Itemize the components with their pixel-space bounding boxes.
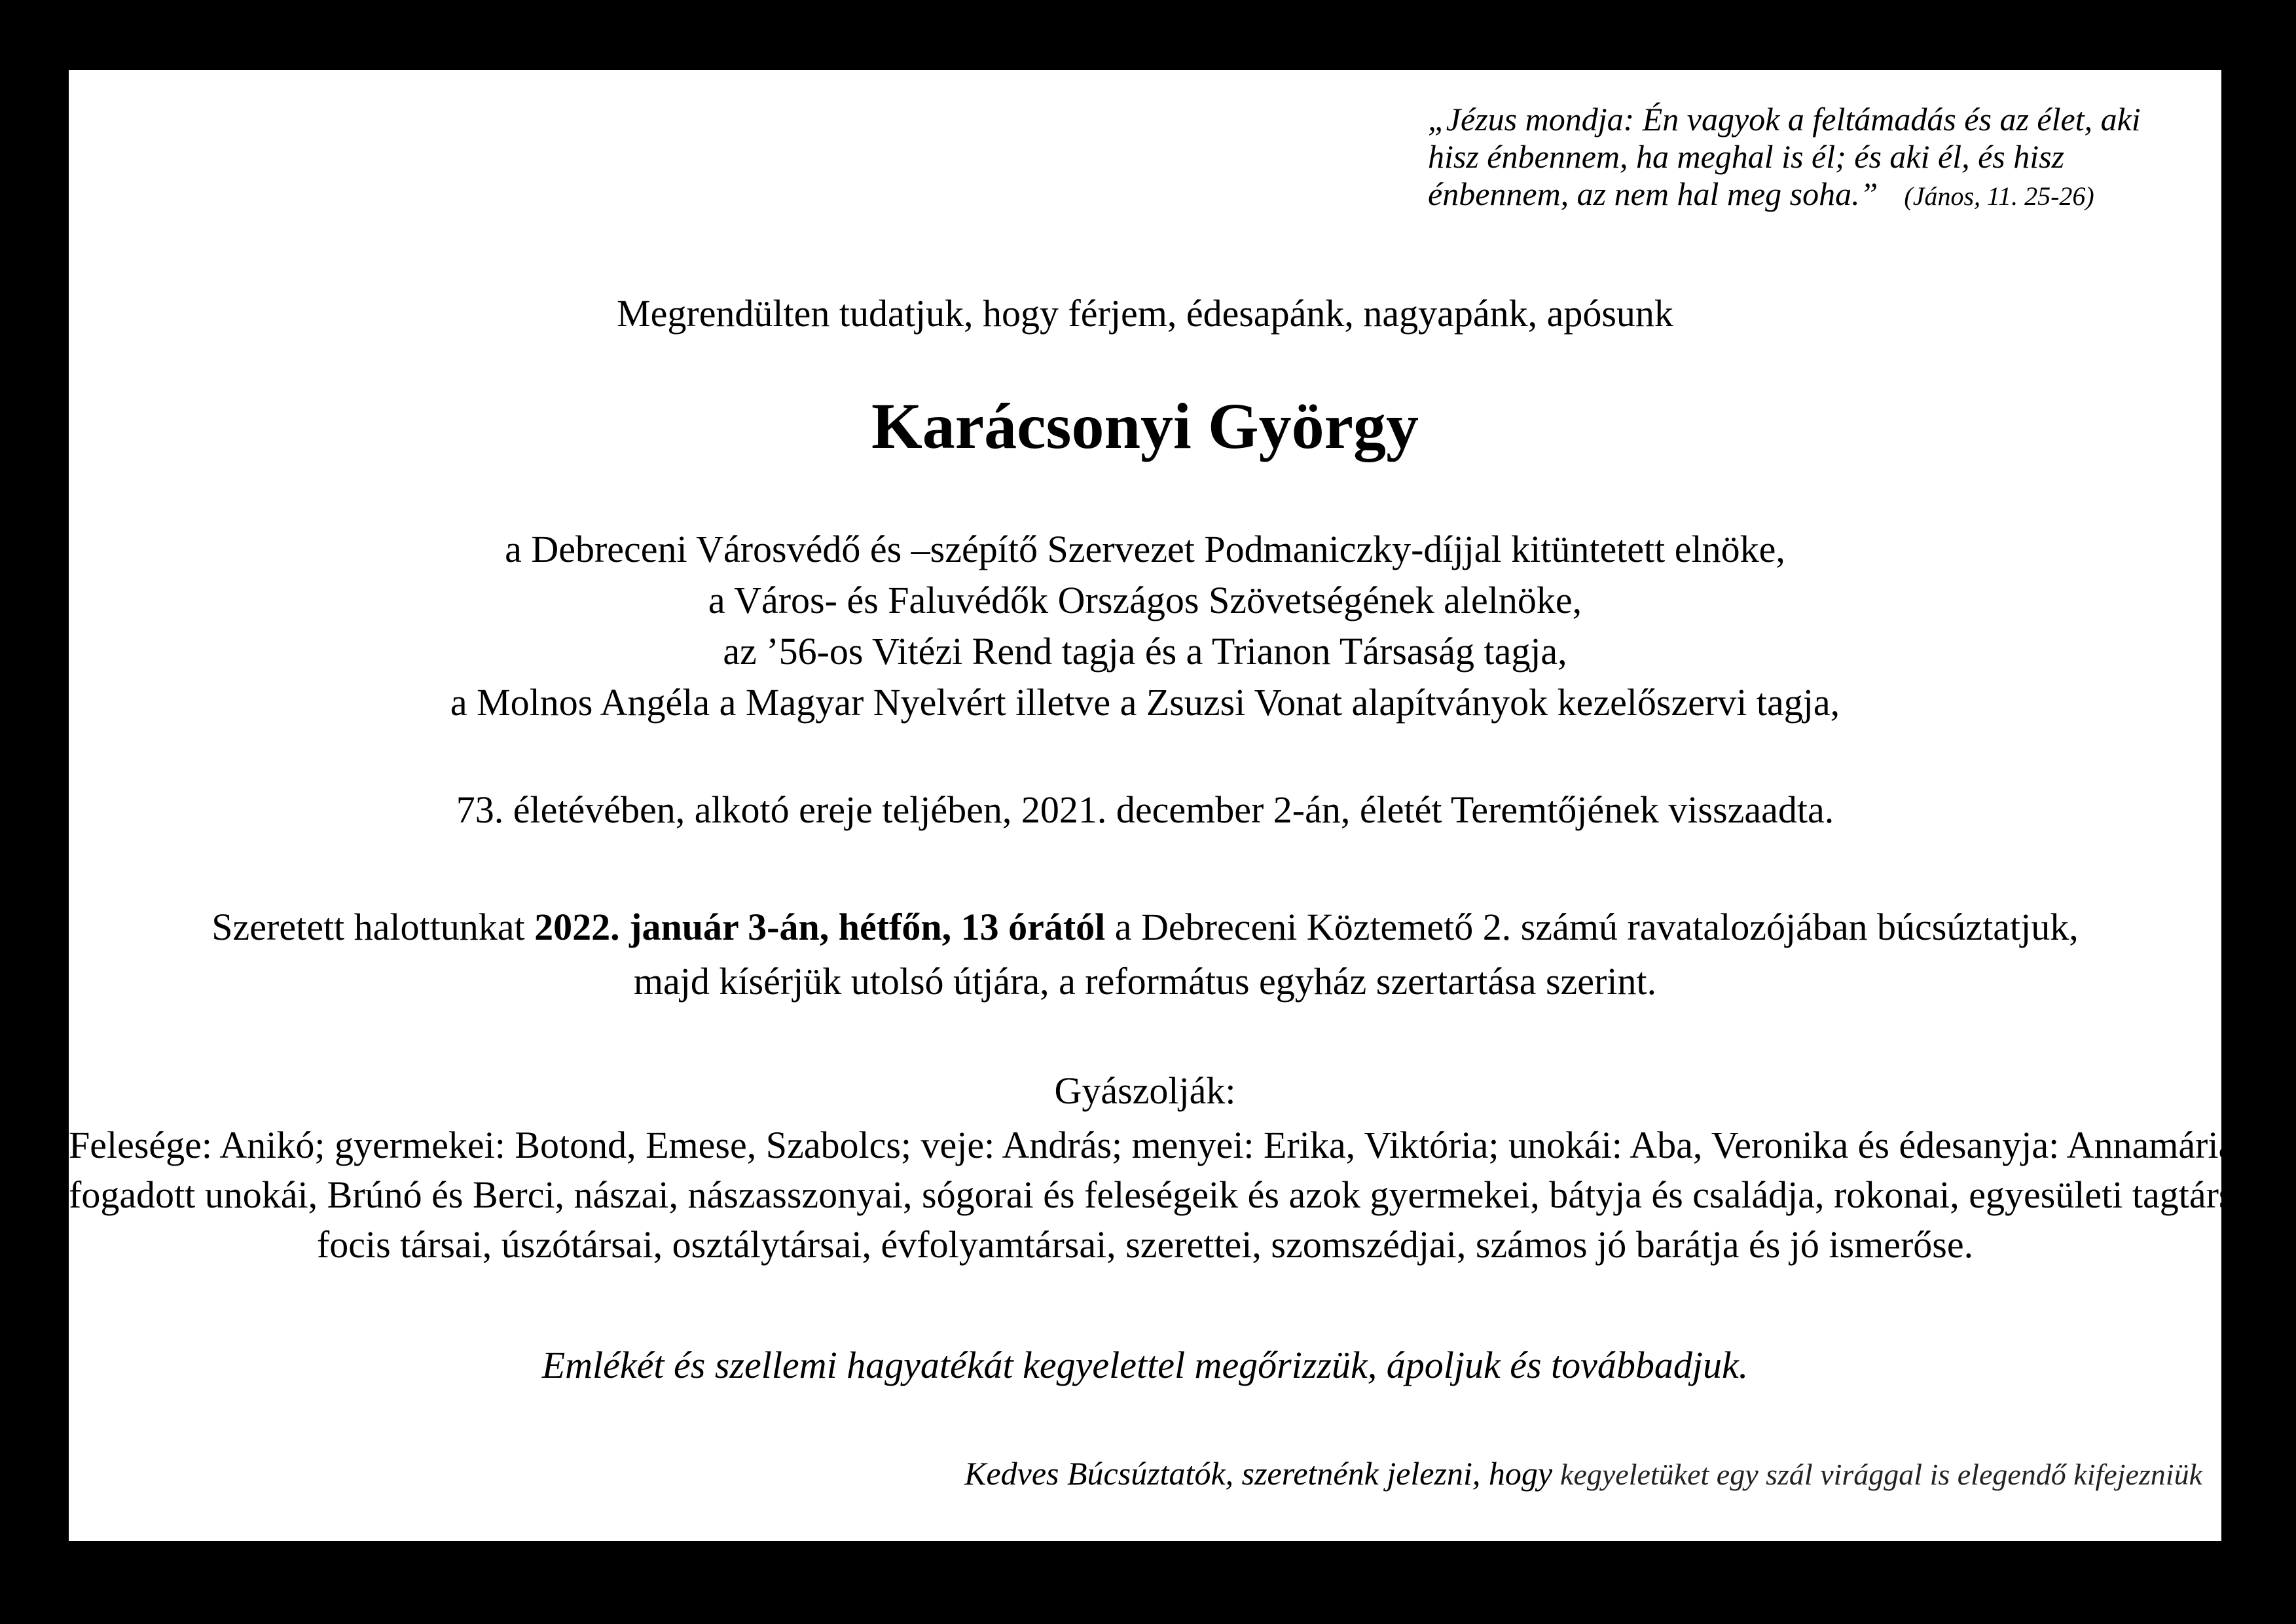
quote-line: „Jézus mondja: Én vagyok a feltámadás és az élet, aki (1428, 101, 2141, 138)
note-rest: kegyeletüket egy szál virággal is elegendő kifejezniük (1560, 1458, 2202, 1491)
quote-citation: (János, 11. 25-26) (1904, 181, 2094, 211)
deceased-titles (69, 524, 2221, 728)
deceased-name: Karácsonyi György (871, 390, 1419, 462)
mourners-line: fogadott unokái, Brúnó és Berci, nászai, nászasszonyai, sógorai és feleségeik és azok gyermekei, bátyja és családja, rokonai, egyesületi tagtársai, (69, 1173, 2270, 1216)
bible-quote (1428, 101, 2141, 215)
quote-line: hisz énbennem, ha meghal is él; és aki él, és hisz (1428, 138, 2065, 175)
note-lead: Kedves Búcsúztatók, szeretnénk jelezni, hogy (964, 1455, 1553, 1492)
mourners-line: focis társai, úszótársai, osztálytársai, évfolyamtársai, szerettei, szomszédjai, számos jó barátja és jó ismerőse. (316, 1223, 1974, 1266)
mourners-line: Felesége: Anikó; gyermekei: Botond, Emese, Szabolcs; veje: András; menyei: Erika, Viktória; unokái: Aba, Veronika és édesanyja: Annamária, (69, 1124, 2245, 1166)
death-statement: 73. életévében, alkotó ereje teljében, 2021. december 2-án, életét Teremtőjének visszaadta. (456, 788, 1834, 831)
funeral-line-2: majd kísérjük utolsó útjára, a református egyház szertartása szerint. (633, 960, 1657, 1003)
title-line: a Molnos Angéla a Magyar Nyelvért illetve a Zsuzsi Vonat alapítványok kezelőszervi tagja, (450, 681, 1840, 724)
title-line: a Város- és Faluvédők Országos Szövetségének alelnöke, (708, 579, 1582, 621)
mourners-list (69, 1120, 2270, 1270)
obituary-card (69, 70, 2270, 1541)
funeral-datetime: 2022. január 3-án, hétfőn, 13 órától (534, 906, 1106, 948)
funeral-text-after: a Debreceni Köztemető 2. számú ravatalozójában búcsúztatjuk, (1105, 906, 2079, 948)
quote-line (1428, 175, 2141, 215)
mourners-heading: Gyászolják: (1054, 1069, 1236, 1112)
closing-statement: Emlékét és szellemi hagyatékát kegyelettel megőrizzük, ápoljuk és továbbadjuk. (541, 1344, 1749, 1386)
title-line: a Debreceni Városvédő és –szépítő Szervezet Podmaniczky-díjjal kitüntetett elnöke, (505, 528, 1785, 570)
funeral-text-before: Szeretett halottunkat (211, 906, 535, 948)
quote-line-text: énbennem, az nem hal meg soha.” (1428, 175, 1878, 212)
funeral-line-1 (69, 900, 2221, 954)
title-line: az ’56-os Vitézi Rend tagja és a Trianon Társaság tagja, (723, 630, 1567, 673)
announcement-intro: Megrendülten tudatjuk, hogy férjem, édesapánk, nagyapánk, apósunk (617, 292, 1673, 335)
flower-note (964, 1454, 2202, 1502)
funeral-details (69, 900, 2221, 1008)
